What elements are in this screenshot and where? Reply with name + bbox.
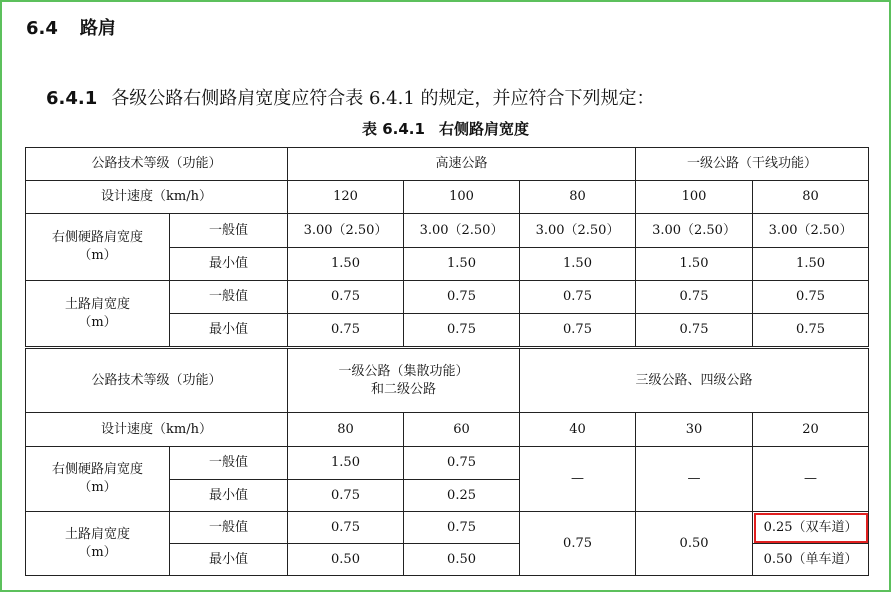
value-cell: 3.00（2.50）	[288, 214, 404, 248]
table-row	[26, 181, 869, 214]
unit-label: （m）	[78, 480, 117, 495]
earth-shoulder-label-cell	[26, 281, 170, 347]
highlighted-value-cell: 0.25（双车道）	[753, 512, 869, 544]
table-row	[26, 281, 869, 314]
table-caption	[0, 118, 891, 139]
value-cell: 0.75	[520, 512, 636, 576]
shoulder-width-table-lower	[25, 348, 869, 576]
section-title: 路肩	[79, 18, 116, 39]
value-cell: 0.75	[520, 281, 636, 314]
value-cell: 3.00（2.50）	[520, 214, 636, 248]
clause-number: 6.4.1	[46, 88, 98, 109]
speed-cell: 30	[636, 413, 753, 447]
shoulder-width-table-upper	[25, 147, 869, 347]
table-row	[26, 447, 869, 480]
speed-cell: 100	[636, 181, 753, 214]
speed-cell: 60	[404, 413, 520, 447]
earth-shoulder-label: 土路肩宽度	[64, 526, 130, 542]
table-row	[26, 349, 869, 413]
hard-shoulder-label-cell	[26, 214, 170, 281]
hard-shoulder-label-cell	[26, 447, 170, 512]
value-cell: 3.00（2.50）	[404, 214, 520, 248]
table-number: 表 6.4.1	[362, 120, 425, 138]
clause-text	[46, 84, 655, 110]
minimum-value-label: 最小值	[170, 480, 288, 512]
value-cell: 0.75	[404, 314, 520, 347]
grade-label-cell: 公路技术等级（功能）	[26, 349, 288, 413]
general-value-label: 一般值	[170, 214, 288, 248]
value-cell: —	[636, 447, 753, 512]
grade-label-cell: 公路技术等级（功能）	[26, 148, 288, 181]
earth-shoulder-label-cell	[26, 512, 170, 576]
value-cell: —	[520, 447, 636, 512]
general-value-label: 一般值	[170, 281, 288, 314]
class1-arterial-header: 一级公路（干线功能）	[636, 148, 869, 181]
value-cell: 1.50	[520, 248, 636, 281]
general-value-label: 一般值	[170, 447, 288, 480]
section-number: 6.4	[26, 18, 58, 39]
clause-body: 各级公路右侧路肩宽度应符合表 6.4.1 的规定，并应符合下列规定：	[111, 88, 655, 109]
value-cell: 0.75	[288, 281, 404, 314]
class1-collector-line1: 一级公路（集散功能）	[338, 363, 469, 379]
value-cell: 1.50	[288, 447, 404, 480]
class1-collector-line2: 和二级公路	[371, 381, 437, 397]
table-row	[26, 413, 869, 447]
value-cell: 0.75	[753, 281, 869, 314]
table-row	[26, 512, 869, 544]
value-cell: 0.50（单车道）	[753, 544, 869, 576]
section-heading	[26, 14, 116, 40]
speed-label-cell: 设计速度（km/h）	[26, 413, 288, 447]
value-cell: 0.50	[636, 512, 753, 576]
value-cell: 3.00（2.50）	[636, 214, 753, 248]
speed-cell: 120	[288, 181, 404, 214]
value-cell: 0.75	[636, 281, 753, 314]
value-cell: —	[753, 447, 869, 512]
speed-cell: 40	[520, 413, 636, 447]
unit-label: （m）	[78, 248, 117, 263]
table-row	[26, 214, 869, 248]
value-cell: 0.75	[288, 314, 404, 347]
minimum-value-label: 最小值	[170, 314, 288, 347]
speed-cell: 80	[288, 413, 404, 447]
value-cell: 0.50	[288, 544, 404, 576]
value-cell: 1.50	[288, 248, 404, 281]
expressway-header: 高速公路	[288, 148, 636, 181]
value-cell: 1.50	[404, 248, 520, 281]
value-cell: 1.50	[753, 248, 869, 281]
minimum-value-label: 最小值	[170, 248, 288, 281]
minimum-value-label: 最小值	[170, 544, 288, 576]
speed-cell: 80	[753, 181, 869, 214]
value-cell: 0.75	[288, 480, 404, 512]
value-cell: 0.75	[753, 314, 869, 347]
class3-4-header: 三级公路、四级公路	[520, 349, 869, 413]
earth-shoulder-label: 土路肩宽度	[64, 296, 130, 312]
value-cell: 0.75	[520, 314, 636, 347]
speed-label-cell: 设计速度（km/h）	[26, 181, 288, 214]
speed-cell: 20	[753, 413, 869, 447]
class1-collector-header	[288, 349, 520, 413]
value-cell: 0.75	[636, 314, 753, 347]
value-cell: 0.50	[404, 544, 520, 576]
value-cell: 0.75	[404, 281, 520, 314]
value-cell: 0.75	[404, 512, 520, 544]
speed-cell: 100	[404, 181, 520, 214]
table-caption-text: 右侧路肩宽度	[438, 120, 529, 138]
table-row	[26, 148, 869, 181]
unit-label: （m）	[78, 314, 117, 330]
value-cell: 0.75	[404, 447, 520, 480]
general-value-label: 一般值	[170, 512, 288, 544]
value-cell: 0.75	[288, 512, 404, 544]
hard-shoulder-label: 右侧硬路肩宽度	[51, 230, 143, 246]
unit-label: （m）	[78, 544, 117, 560]
value-cell: 1.50	[636, 248, 753, 281]
value-cell: 0.25	[404, 480, 520, 512]
speed-cell: 80	[520, 181, 636, 214]
hard-shoulder-label: 右侧硬路肩宽度	[51, 462, 143, 478]
value-cell: 3.00（2.50）	[753, 214, 869, 248]
